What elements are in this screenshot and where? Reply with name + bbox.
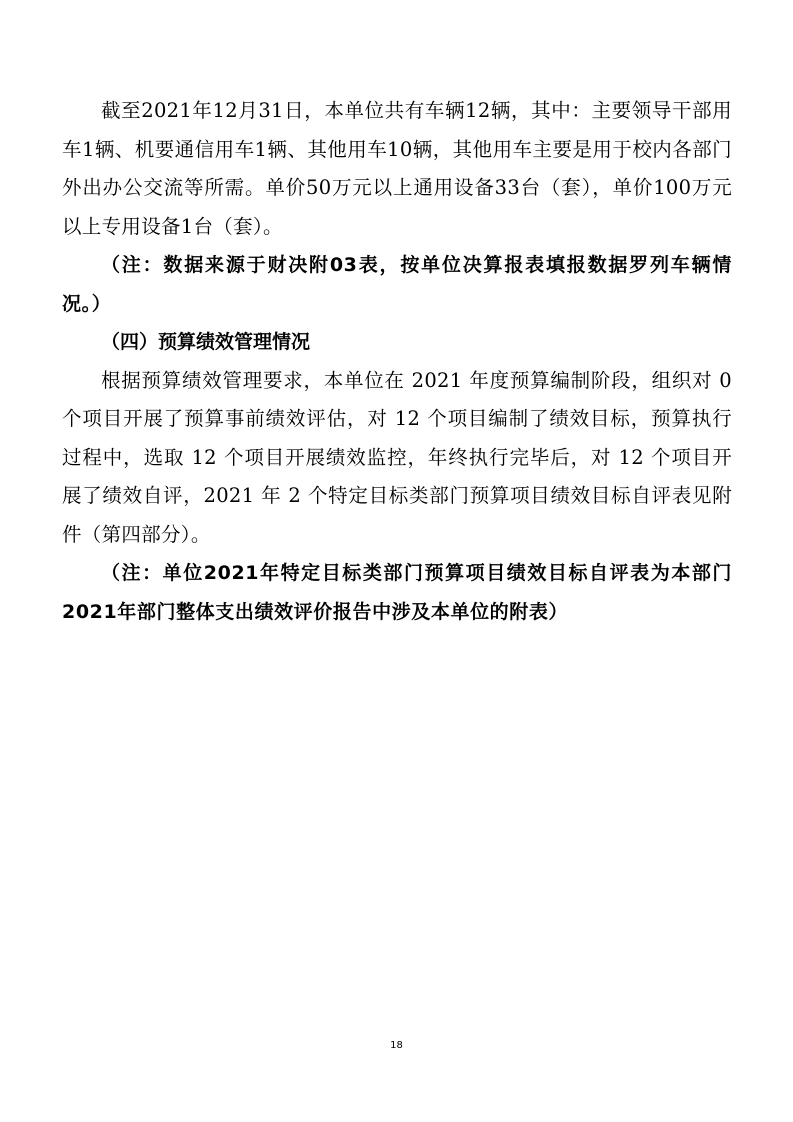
performance-management-paragraph: 根据预算绩效管理要求，本单位在 2021 年度预算编制阶段，组织对 0 个项目开展了预算事前绩效评估，对 12 个项目编制了绩效目标，预算执行过程中，选取 12 个项目开展绩效监控，年终执行完毕后，对 12 个项目开展了绩效自评，2021 年 2 个特定目标类部门预算项目绩效目标自评表见附件（第四部分）。 — [62, 368, 732, 546]
vehicle-data-source-note: （注：数据来源于财决附03表，按单位决算报表填报数据罗列车辆情况。） — [62, 254, 732, 315]
page-number: 18 — [390, 1040, 403, 1051]
performance-evaluation-note: （注：单位2021年特定目标类部门预算项目绩效目标自评表为本部门2021年部门整体支出绩效评价报告中涉及本单位的附表） — [62, 562, 732, 623]
document-body — [62, 92, 732, 631]
vehicle-info-paragraph: 截至2021年12月31日，本单位共有车辆12辆，其中：主要领导干部用车1辆、机要通信用车1辆、其他用车10辆，其他用车主要是用于校内各部门外出办公交流等所需。单价50万元以上通用设备33台（套），单价100万元以上专用设备1台（套）。 — [62, 99, 732, 238]
section-heading-performance-management: （四）预算绩效管理情况 — [101, 331, 311, 353]
